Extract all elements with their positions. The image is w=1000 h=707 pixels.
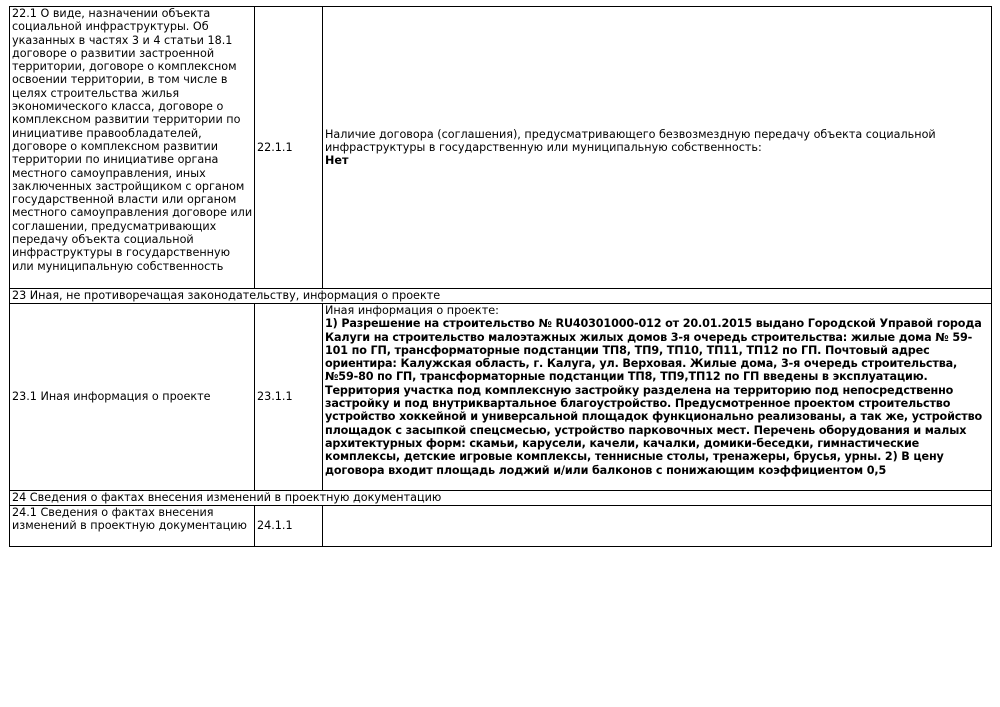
row-label-22-1: 22.1 О виде, назначении объекта социальной инфраструктуры. Об указанных в частях 3 и 4 статьи 18.1 договоре о развитии застроенной территории, договоре о комплексном освоении территории, в том числе в целях строительства жилья экономического класса, договоре о комплексном развитии территории по инициативе правообладателей, договоре о комплексном развитии территории по инициативе органа местного самоуправления, иных заключенных застройщиком с органом государственной власти или органом местного самоуправления договоре или соглашении, предусматривающих передачу объекта социальной инфраструктуры в государственную или муниципальную собственность	[10, 7, 255, 289]
social-transfer-question: Наличие договора (соглашения), предусматривающего безвозмездную передачу объекта социальной инфраструктуры в государственную или муниципальную собственность:	[325, 127, 936, 154]
table-row-22-1	[10, 7, 992, 289]
table-row-23-1	[10, 304, 992, 491]
other-info-text: 1) Разрешение на строительство № RU40301000-012 от 20.01.2015 выдано Городской Управой города Калуги на строительство малоэтажных жилых домов 3-я очередь строительства: жилые дома № 59-101 по ГП, трансформаторные подстанции ТП8, ТП9, ТП10, ТП11, ТП12 по ГП. Почтовый адрес ориентира: Калужская область, г. Калуга, ул. Верховая. Жилые дома, 3-я очередь строительства, №59-80 по ГП, трансформаторные подстанции ТП8, ТП9,ТП12 по ГП введены в эксплуатацию. Территория участка под комплексную застройку разделена на территорию под непосредственно застройку и под внутриквартальное благоустройство. Предусмотренное проектом строительство устройство хоккейной и универсальной площадок функционально реализованы, а так же, устройство площадок с засыпкой спецсмесью, устройство парковочных мест. Перечень оборудования и малых архитектурных форм: скамьи, карусели, качели, качалки, домики-беседки, гимнастические комплексы, детские игровые комплексы, теннисные столы, тренажеры, брусья, урны. 2) В цену договора входит площадь лоджий и/или балконов с понижающим коэффициентом 0,5	[325, 317, 983, 477]
section-title-24: 24 Сведения о фактах внесения изменений в проектную документацию	[10, 491, 992, 506]
row-code-24-1-1: 24.1.1	[255, 506, 323, 547]
section-header-24	[10, 491, 992, 506]
section-header-23	[10, 289, 992, 304]
social-transfer-answer: Нет	[325, 154, 349, 168]
table-row-24-1	[10, 506, 992, 547]
row-code-22-1-1: 22.1.1	[255, 7, 323, 289]
other-info-title: Иная информация о проекте:	[325, 304, 499, 317]
section-title-23: 23 Иная, не противоречащая законодательству, информация о проекте	[10, 289, 992, 304]
row-label-24-1: 24.1 Сведения о фактах внесения изменений в проектную документацию	[10, 506, 255, 547]
project-declaration-table	[9, 6, 992, 547]
row-label-23-1: 23.1 Иная информация о проекте	[10, 304, 255, 491]
row-code-23-1-1: 23.1.1	[255, 304, 323, 491]
row-value-23-1-1	[323, 304, 992, 491]
row-value-24-1-1	[323, 506, 992, 547]
row-value-22-1-1	[323, 7, 992, 289]
